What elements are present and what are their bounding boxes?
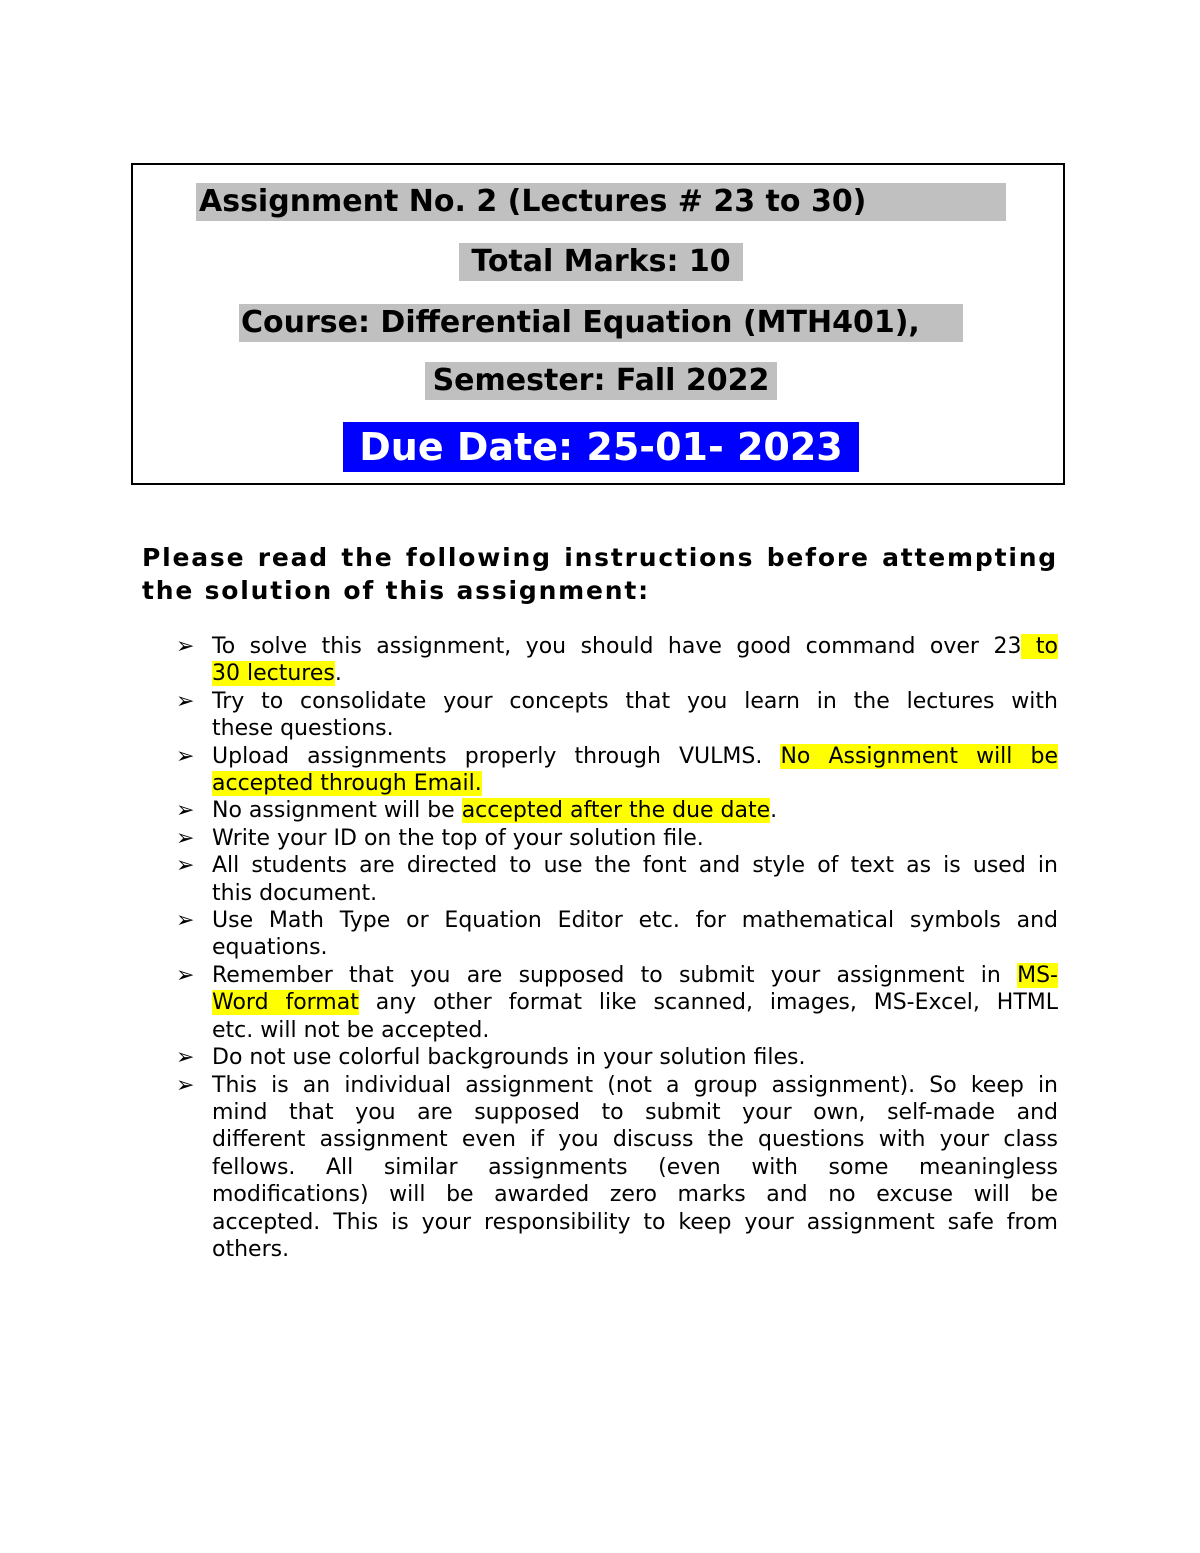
instructions-heading-line-1: Please read the following instructions before attempting — [142, 543, 1058, 572]
list-item: ➢ To solve this assignment, you should have good command over 23 to 30 lectures. — [176, 634, 1058, 687]
highlight: 30 lectures — [212, 661, 335, 687]
list-item: ➢ Use Math Type or Equation Editor etc. for mathematical symbols and equations. — [176, 908, 1058, 961]
highlight: accepted through Email. — [212, 771, 482, 797]
arrow-bullet-icon: ➢ — [176, 825, 195, 851]
assignment-header-box — [131, 163, 1065, 485]
list-item: ➢ This is an individual assignment (not a group assignment). So keep in mind that you are supposed to submit your own, self-made and different assignment even if you discuss the questions with your class fellows. All similar assignments (even with some meaningless modifications) will be awarded zero marks and no excuse will be accepted. This is your responsibility to keep your assignment safe from others. — [176, 1072, 1058, 1262]
highlight: accepted after the due date — [461, 798, 771, 824]
list-item: ➢ Do not use colorful backgrounds in your solution files. — [176, 1045, 806, 1071]
arrow-bullet-icon: ➢ — [176, 853, 195, 879]
arrow-bullet-icon: ➢ — [176, 1045, 195, 1071]
list-item: ➢ Write your ID on the top of your solution file. — [176, 825, 704, 851]
instructions-heading — [142, 541, 1058, 607]
list-item: ➢ All students are directed to use the font and style of text as is used in this document. — [176, 853, 1058, 906]
semester: Semester: Fall 2022 — [425, 362, 777, 400]
list-item: ➢ No assignment will be accepted after the due date. — [176, 798, 778, 824]
arrow-bullet-icon: ➢ — [176, 634, 195, 659]
highlight: MS- — [1017, 962, 1058, 988]
due-date: Due Date: 25-01- 2023 — [343, 422, 859, 472]
highlight: to — [1021, 634, 1058, 659]
arrow-bullet-icon: ➢ — [176, 798, 195, 824]
highlight: No Assignment will be — [780, 743, 1058, 769]
list-item: ➢ Upload assignments properly through VULMS. No Assignment will be accepted through Email. — [176, 743, 1058, 797]
arrow-bullet-icon: ➢ — [176, 908, 195, 934]
assignment-title: Assignment No. 2 (Lectures # 23 to 30) — [196, 183, 1006, 221]
list-item: ➢ Remember that you are supposed to submit your assignment in MS- Word format any other format like scanned, images, MS-Excel, HTML etc. will not be accepted. — [176, 962, 1058, 1043]
arrow-bullet-icon: ➢ — [176, 1072, 195, 1098]
list-item: ➢ Try to consolidate your concepts that you learn in the lectures with these questions. — [176, 688, 1058, 742]
highlight: Word format — [212, 990, 359, 1016]
arrow-bullet-icon: ➢ — [176, 962, 195, 988]
instructions-list — [176, 633, 1058, 1263]
arrow-bullet-icon: ➢ — [176, 688, 195, 714]
arrow-bullet-icon: ➢ — [176, 743, 195, 769]
instructions-heading-line-2: the solution of this assignment: — [142, 576, 650, 605]
course-name: Course: Differential Equation (MTH401), — [239, 304, 963, 342]
total-marks: Total Marks: 10 — [459, 243, 743, 281]
